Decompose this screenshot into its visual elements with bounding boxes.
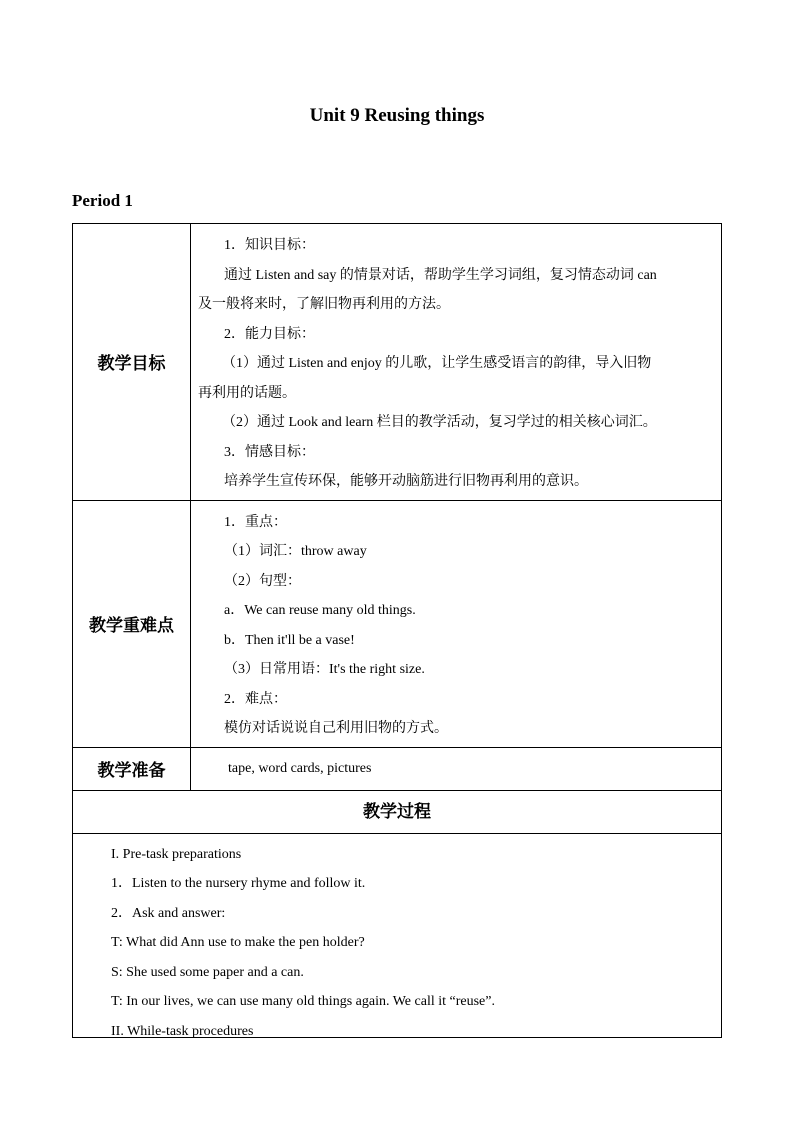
- objectives-row: [73, 224, 722, 501]
- key-points-line: 2．难点：: [224, 691, 287, 707]
- objectives-line: 再利用的话题。: [198, 385, 296, 401]
- process-line: S: She used some paper and a can.: [111, 964, 304, 980]
- preparation-text: tape, word cards, pictures: [228, 760, 372, 776]
- objectives-line: 及一般将来时，了解旧物再利用的方法。: [198, 297, 450, 312]
- process-row: [73, 833, 722, 1037]
- process-heading: 教学过程: [73, 790, 722, 833]
- document-title: Unit 9 Reusing things: [309, 105, 485, 126]
- objectives-line: 培养学生宣传环保，能够开动脑筋进行旧物再利用的意识。: [224, 474, 588, 489]
- key-points-line: b．Then it'll be a vase!: [224, 632, 355, 648]
- key-points-line: 1．重点：: [224, 514, 287, 530]
- objectives-content: [191, 224, 722, 501]
- objectives-line: （1）通过 Listen and enjoy 的儿歌，让学生感受语言的韵律，导入旧物: [222, 356, 652, 371]
- objectives-label: 教学目标: [73, 224, 191, 501]
- key-points-content: [191, 500, 722, 747]
- process-header-row: [73, 790, 722, 833]
- objectives-line: 2．能力目标：: [224, 326, 315, 342]
- key-points-line: （1）词汇：throw away: [224, 544, 367, 559]
- preparation-row: [73, 747, 722, 790]
- key-points-line: （3）日常用语：It's the right size.: [224, 662, 425, 677]
- period-heading: Period 1: [72, 191, 133, 210]
- objectives-line: 通过 Listen and say 的情景对话，帮助学生学习词组，复习情态动词 can: [224, 267, 657, 283]
- process-line: 2．Ask and answer:: [111, 905, 226, 921]
- process-line: I. Pre-task preparations: [111, 846, 242, 862]
- preparation-content: [191, 747, 722, 790]
- objectives-line: （2）通过 Look and learn 栏目的教学活动，复习学过的相关核心词汇。: [222, 415, 657, 430]
- objectives-line: 3．情感目标：: [224, 444, 315, 460]
- process-line: 1．Listen to the nursery rhyme and follow it.: [111, 876, 366, 891]
- process-line: II. While-task procedures: [111, 1023, 254, 1037]
- process-line: T: In our lives, we can use many old things again. We call it “reuse”.: [111, 994, 495, 1009]
- key-points-line: （2）句型：: [224, 573, 301, 589]
- key-points-line: a．We can reuse many old things.: [224, 603, 416, 618]
- key-points-label: 教学重难点: [73, 500, 191, 747]
- preparation-label: 教学准备: [73, 747, 191, 790]
- key-points-line: 模仿对话说说自己利用旧物的方式。: [224, 721, 448, 736]
- process-content: [73, 833, 722, 1037]
- objectives-line: 1．知识目标：: [224, 238, 315, 253]
- process-line: T: What did Ann use to make the pen holder?: [111, 935, 365, 950]
- lesson-plan-table: [72, 223, 722, 1038]
- key-points-row: [73, 500, 722, 747]
